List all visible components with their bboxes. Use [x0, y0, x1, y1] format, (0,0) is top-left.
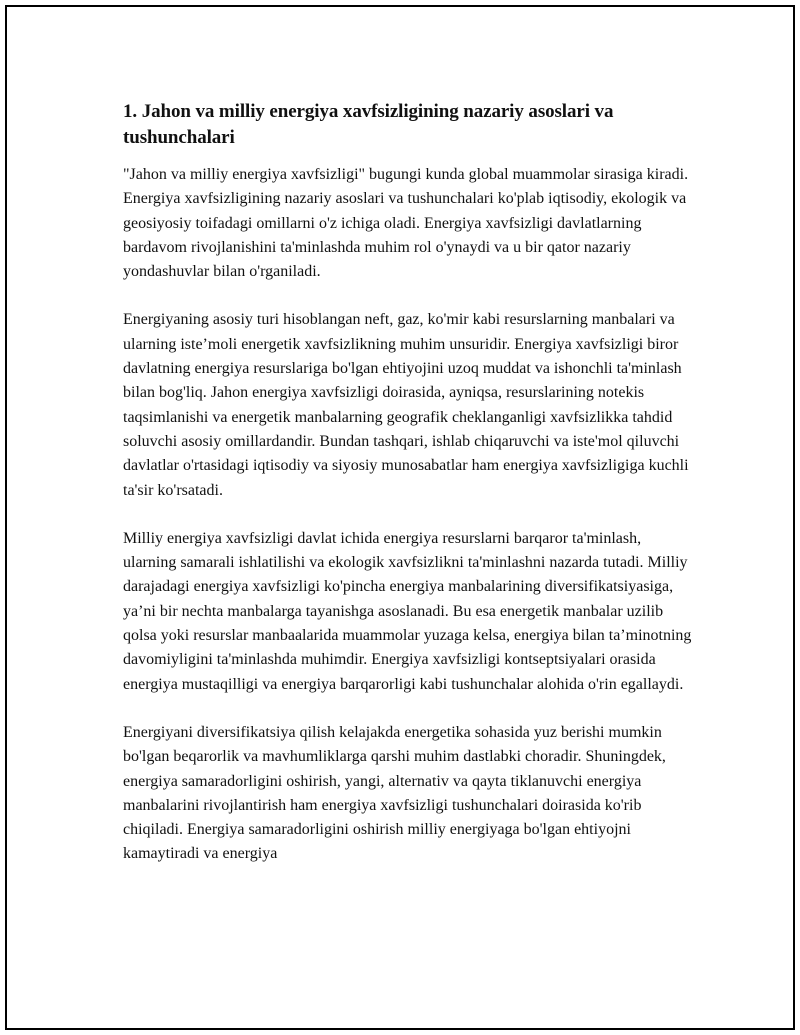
paragraph-4: Energiyani diversifikatsiya qilish kelajakda energetika sohasida yuz berishi mumkin bo'lgan beqarorlik va mavhumliklarga qarshi muhim dastlabki choradir. Shuningdek, energiya samaradorligini oshirish, yangi, alternativ va qayta tiklanuvchi energiya manbalarini rivojlantirish ham energiya xavfsizligi tushunchalari doirasida ko'rib chiqiladi. Energiya samaradorligini oshirish milliy energiyaga bo'lgan ehtiyojni kamaytiradi va energiya	[123, 723, 666, 863]
document-body	[123, 99, 693, 891]
section-heading: 1. Jahon va milliy energiya xavfsizligining nazariy asoslari va tushunchalari	[123, 101, 614, 148]
paragraph-1: "Jahon va milliy energiya xavfsizligi" bugungi kunda global muammolar sirasiga kiradi. Energiya xavfsizligining nazariy asoslari va tushunchalari ko'plab iqtisodiy, ekologik va geosiyosiy toifadagi omillarni o'z ichiga oladi. Energiya xavfsizligi davlatlarning bardavom rivojlanishini ta'minlashda muhim rol o'ynaydi va u bir qator nazariy yondashuvlar bilan o'rganiladi.	[123, 166, 689, 281]
page-frame	[5, 5, 795, 1030]
paragraph-2: Energiyaning asosiy turi hisoblangan neft, gaz, ko'mir kabi resurslarning manbalari va ularning iste’moli energetik xavfsizlikning muhim unsuridir. Energiya xavfsizligi biror davlatning energiya resurslariga bo'lgan ehtiyojini uzoq muddat va ishonchli ta'minlash bilan bog'liq. Jahon energiya xavfsizligi doirasida, ayniqsa, resurslarining notekis taqsimlanishi va energetik manbalarning geografik cheklanganligi xavfsizlikka tahdid soluvchi asosiy omillardandir. Bundan tashqari, ishlab chiqaruvchi va iste'mol qiluvchi davlatlar o'rtasidagi iqtisodiy va siyosiy munosabatlar ham energiya xavfsizligiga kuchli ta'sir ko'rsatadi.	[123, 311, 689, 499]
paragraph-3: Milliy energiya xavfsizligi davlat ichida energiya resurslarni barqaror ta'minlash, ularning samarali ishlatilishi va ekologik xavfsizlikni ta'minlashni nazarda tutadi. Milliy darajadagi energiya xavfsizligi ko'pincha energiya manbalarining diversifikatsiyasiga, ya’ni bir nechta manbalarga tayanishga asoslanadi. Bu esa energetik manbalar uzilib qolsa yoki resurslar manbaalarida muammolar yuzaga kelsa, energiya bilan ta’minotning davomiyligini ta'minlashda muhimdir. Energiya xavfsizligi kontseptsiyalari orasida energiya mustaqilligi va energiya barqarorligi kabi tushunchalar alohida o'rin egallaydi.	[123, 529, 692, 693]
